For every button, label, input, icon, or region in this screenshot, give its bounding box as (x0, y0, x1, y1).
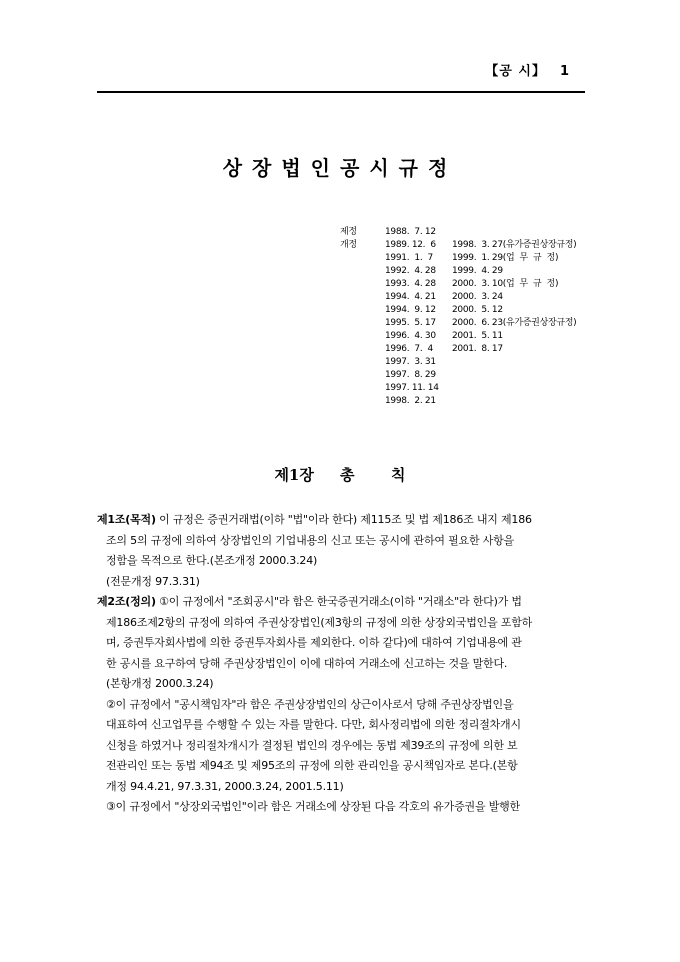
article-line (97, 736, 585, 757)
history-date: 2000. 6. 23(유가증권상장규정) (452, 318, 577, 328)
article-heading: 제1조(목적) (97, 513, 156, 526)
article-line (97, 695, 585, 716)
article-text: 이 규정은 증권거래법(이하 "법"이라 한다) 제115조 및 법 제186조 내지 제186 (155, 513, 532, 526)
article-text: 한 공시를 요구하여 당해 주권상장법인이 이에 대하여 거래소에 신고하는 것을 말한다. (106, 656, 508, 670)
enacted-date: 1988. 7. 12 (385, 227, 436, 237)
enacted-row (340, 226, 576, 239)
history-row (340, 278, 576, 291)
article-text: 개정 94.4.21, 97.3.31, 2000.3.24, 2001.5.11) (106, 779, 344, 793)
history-date: 1997. 3. 31 (385, 357, 436, 367)
article-heading: 제2조(정의) (97, 595, 156, 608)
chapter-heading (0, 464, 680, 485)
article-text: 정함을 목적으로 한다.(본조개정 2000.3.24) (106, 554, 318, 567)
history-row (340, 317, 576, 330)
history-row (340, 304, 576, 317)
article-text: ②이 규정에서 "공시책임자"라 함은 주권상장법인의 상근이사로서 당해 주권상장법인을 (106, 697, 514, 711)
article-line (97, 633, 585, 654)
history-date: 1997. 8. 29 (385, 370, 436, 380)
amended-label: 개정 (340, 240, 357, 250)
history-date: 2000. 3. 24 (452, 292, 503, 302)
history-date: 1993. 4. 28 (385, 279, 436, 289)
history-date: 1989. 12. 6 (385, 240, 436, 250)
document-title: 상장법인공시규정 (222, 156, 458, 180)
history-row (340, 239, 576, 252)
article-line (97, 715, 585, 736)
chapter-name-1: 총 (339, 466, 355, 484)
article-text: ①이 규정에서 "조회공시"라 함은 한국증권거래소(이하 "거래소"라 한다)가 법 (155, 595, 522, 608)
history-date: 1996. 7. 4 (385, 344, 433, 354)
history-date: 2001. 8. 17 (452, 344, 503, 354)
header-label: 【공 시】 (485, 64, 546, 79)
article-line (97, 531, 585, 552)
history-row (340, 265, 576, 278)
article-line (97, 797, 585, 818)
history-row (340, 356, 576, 369)
chapter-number: 제1장 (274, 466, 314, 484)
history-date: 1998. 3. 27(유가증권상장규정) (452, 240, 577, 250)
history-date: 2000. 3. 10(업 무 규 정) (452, 279, 559, 289)
history-row (340, 369, 576, 382)
history-date: 1995. 5. 17 (385, 318, 436, 328)
history-row (340, 382, 576, 395)
history-date: 1991. 1. 7 (385, 253, 433, 263)
history-row (340, 252, 576, 265)
article-line (97, 572, 585, 593)
history-date: 1994. 4. 21 (385, 292, 436, 302)
article-line (97, 756, 585, 777)
page-header (485, 60, 570, 79)
article-text: 전관리인 또는 동법 제94조 및 제95조의 규정에 의한 관리인을 공시책임자로 본다.(본항 (106, 759, 518, 772)
article-line (97, 510, 585, 531)
enacted-label: 제정 (340, 227, 357, 237)
article-text: (전문개정 97.3.31) (106, 574, 200, 588)
article-line (97, 613, 585, 634)
history-row (340, 395, 576, 408)
history-date: 1997. 11. 14 (385, 383, 439, 393)
history-date: 1992. 4. 28 (385, 266, 436, 276)
article-text: (본항개정 2000.3.24) (106, 677, 214, 690)
history-date: 2001. 5. 11 (452, 331, 503, 341)
article-text: 조의 5의 규정에 의하여 상장법인의 기업내용의 신고 또는 공시에 관하여 필요한 사항을 (106, 533, 514, 547)
article-text: 제186조제2항의 규정에 의하여 주권상장법인(제3항의 규정에 의한 상장외국법인을 포함하 (106, 615, 533, 629)
article-text: 대표하여 신고업무를 수행할 수 있는 자를 말한다. 다만, 회사정리법에 의한 정리절차개시 (106, 718, 521, 731)
history-date: 1996. 4. 30 (385, 331, 436, 341)
article-line (97, 592, 585, 613)
chapter-name-2: 칙 (391, 466, 406, 484)
history-date: 1999. 1. 29(업 무 규 정) (452, 253, 559, 263)
article-line (97, 674, 585, 695)
history-row (340, 343, 576, 356)
article-line (97, 654, 585, 675)
article-line (97, 551, 585, 572)
article-text: 신청을 하였거나 정리절차개시가 결정된 법인의 경우에는 동법 제39조의 규정에 의한 보 (106, 738, 518, 752)
history-date: 1998. 2. 21 (385, 396, 436, 406)
history-date: 1994. 9. 12 (385, 305, 436, 315)
history-row (340, 291, 576, 304)
history-row (340, 330, 576, 343)
history-date: 2000. 5. 12 (452, 305, 503, 315)
article-text: ③이 규정에서 "상장외국법인"이라 함은 거래소에 상장된 다음 각호의 유가증권을 발행한 (106, 800, 520, 813)
article-text: 며, 증권투자회사법에 의한 증권투자회사를 제외한다. 이하 같다)에 대하여 기업내용에 관 (106, 636, 522, 649)
header-rule (97, 91, 585, 93)
history-date: 1999. 4. 29 (452, 266, 503, 276)
article-line (97, 777, 585, 798)
amendment-history (340, 226, 576, 408)
page-number: 1 (559, 64, 570, 79)
document-body (97, 510, 585, 818)
